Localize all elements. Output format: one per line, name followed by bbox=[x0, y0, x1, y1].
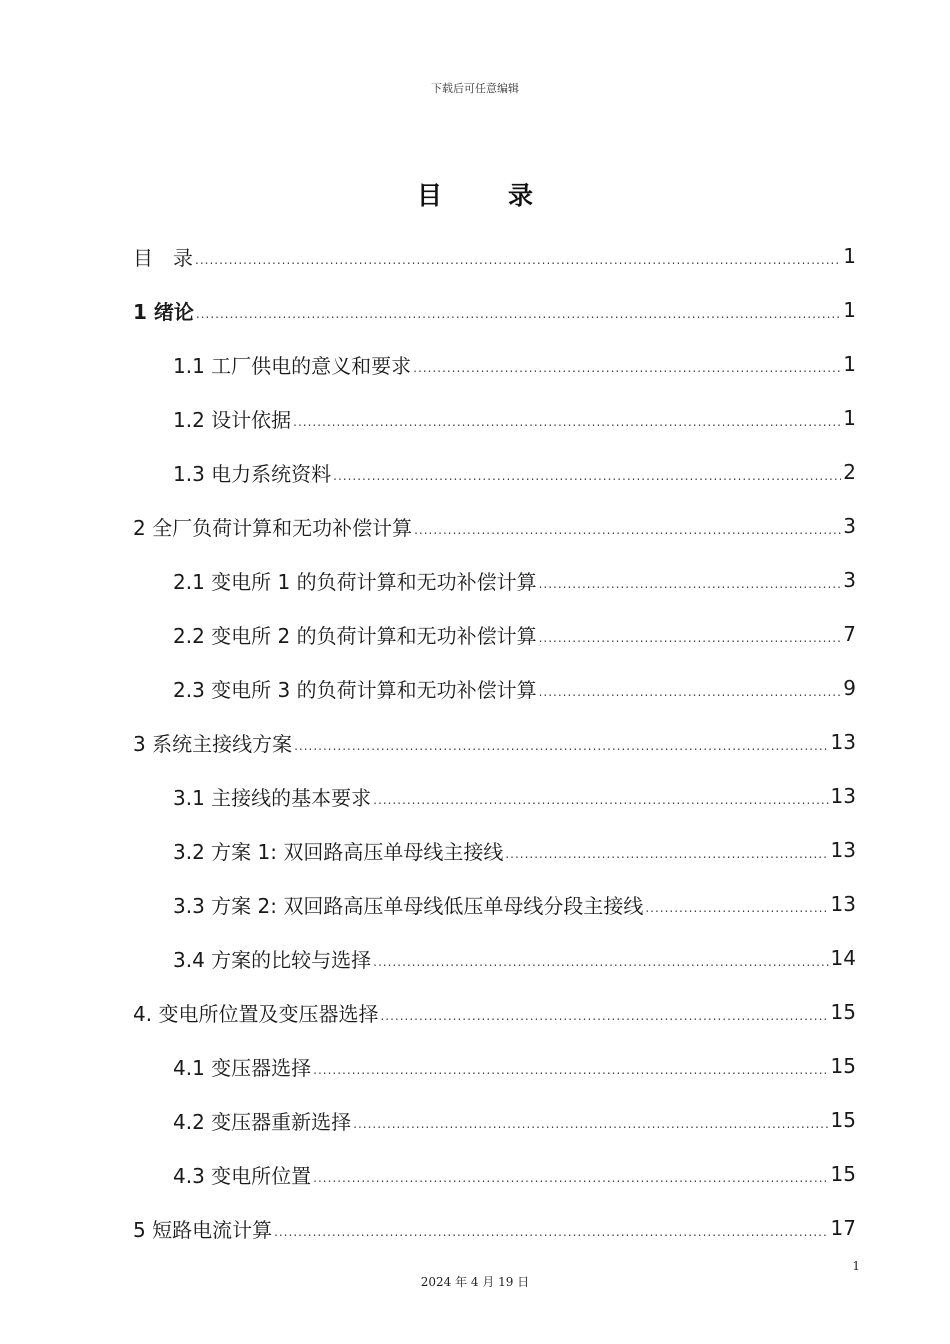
toc-entry-page: 13 bbox=[830, 838, 856, 862]
toc-entry[interactable] bbox=[133, 391, 856, 445]
toc-entry[interactable] bbox=[133, 877, 856, 931]
toc-entry-page: 17 bbox=[830, 1216, 856, 1240]
toc-entry-label: 5 短路电流计算 bbox=[133, 1217, 273, 1242]
toc-entry-label: 1.3 电力系统资料 bbox=[173, 461, 332, 486]
toc-entry[interactable] bbox=[133, 1039, 856, 1093]
toc-leader-dots bbox=[380, 1009, 828, 1023]
toc-leader-dots bbox=[333, 469, 841, 483]
toc-entry-label: 3.1 主接线的基本要求 bbox=[173, 785, 372, 810]
toc-entry[interactable] bbox=[133, 229, 856, 283]
toc-entry[interactable] bbox=[133, 715, 856, 769]
toc-leader-dots bbox=[539, 631, 842, 645]
toc-entry-label: 2.3 变电所 3 的负荷计算和无功补偿计算 bbox=[173, 677, 537, 702]
toc-entry-page: 15 bbox=[830, 1000, 856, 1024]
toc-entry[interactable] bbox=[133, 985, 856, 1039]
toc-leader-dots bbox=[195, 253, 841, 267]
toc-entry[interactable] bbox=[133, 1147, 856, 1201]
table-of-contents bbox=[133, 229, 856, 1255]
toc-entry[interactable] bbox=[133, 445, 856, 499]
toc-entry-label: 1.2 设计依据 bbox=[173, 407, 292, 432]
toc-entry-label: 1 绪论 bbox=[133, 299, 194, 324]
page-number: 1 bbox=[852, 1259, 860, 1273]
toc-entry-page: 13 bbox=[830, 784, 856, 808]
toc-entry-label: 4.2 变压器重新选择 bbox=[173, 1109, 352, 1134]
toc-entry[interactable] bbox=[133, 1093, 856, 1147]
toc-entry-label: 3 系统主接线方案 bbox=[133, 731, 293, 756]
toc-entry-label: 2.2 变电所 2 的负荷计算和无功补偿计算 bbox=[173, 623, 537, 648]
toc-leader-dots bbox=[196, 307, 841, 321]
toc-leader-dots bbox=[294, 739, 828, 753]
toc-leader-dots bbox=[413, 361, 841, 375]
toc-entry-label: 3.2 方案 1: 双回路高压单母线主接线 bbox=[173, 839, 504, 864]
toc-entry-label: 目 录 bbox=[133, 245, 193, 270]
toc-entry[interactable] bbox=[133, 823, 856, 877]
toc-entry-page: 1 bbox=[843, 406, 856, 430]
toc-entry[interactable] bbox=[133, 1201, 856, 1255]
toc-leader-dots bbox=[505, 847, 828, 861]
footer-date: 2024 年 4 月 19 日 bbox=[420, 1275, 530, 1289]
toc-entry[interactable] bbox=[133, 499, 856, 553]
toc-entry-label: 4.1 变压器选择 bbox=[173, 1055, 312, 1080]
toc-leader-dots bbox=[313, 1171, 828, 1185]
toc-entry-page: 1 bbox=[843, 352, 856, 376]
toc-entry-page: 15 bbox=[830, 1162, 856, 1186]
toc-leader-dots bbox=[539, 577, 842, 591]
toc-entry-page: 1 bbox=[843, 244, 856, 268]
toc-entry-label: 3.4 方案的比较与选择 bbox=[173, 947, 372, 972]
toc-entry-page: 15 bbox=[830, 1054, 856, 1078]
toc-entry-label: 1.1 工厂供电的意义和要求 bbox=[173, 353, 412, 378]
toc-leader-dots bbox=[373, 955, 828, 969]
toc-entry-page: 2 bbox=[843, 460, 856, 484]
header-note: 下载后可任意编辑 bbox=[431, 82, 519, 95]
toc-leader-dots bbox=[274, 1225, 828, 1239]
toc-entry-label: 2.1 变电所 1 的负荷计算和无功补偿计算 bbox=[173, 569, 537, 594]
toc-entry-page: 1 bbox=[843, 298, 856, 322]
toc-leader-dots bbox=[414, 523, 841, 537]
toc-entry[interactable] bbox=[133, 661, 856, 715]
toc-leader-dots bbox=[313, 1063, 828, 1077]
toc-entry-page: 3 bbox=[843, 514, 856, 538]
toc-leader-dots bbox=[293, 415, 841, 429]
toc-entry[interactable] bbox=[133, 337, 856, 391]
toc-entry-page: 13 bbox=[830, 730, 856, 754]
toc-title-second: 录 bbox=[508, 181, 534, 210]
toc-entry-label: 4. 变电所位置及变压器选择 bbox=[133, 1001, 379, 1026]
toc-entry[interactable] bbox=[133, 283, 856, 337]
toc-entry-page: 13 bbox=[830, 892, 856, 916]
toc-entry[interactable] bbox=[133, 769, 856, 823]
toc-leader-dots bbox=[373, 793, 828, 807]
toc-leader-dots bbox=[353, 1117, 828, 1131]
toc-entry[interactable] bbox=[133, 553, 856, 607]
toc-entry-page: 15 bbox=[830, 1108, 856, 1132]
toc-leader-dots bbox=[539, 685, 842, 699]
toc-leader-dots bbox=[645, 901, 828, 915]
toc-entry-label: 3.3 方案 2: 双回路高压单母线低压单母线分段主接线 bbox=[173, 893, 644, 918]
toc-entry-label: 4.3 变电所位置 bbox=[173, 1163, 312, 1188]
toc-entry-page: 9 bbox=[843, 676, 856, 700]
toc-entry-page: 14 bbox=[830, 946, 856, 970]
toc-entry[interactable] bbox=[133, 607, 856, 661]
toc-title-first: 目 bbox=[416, 181, 442, 210]
toc-title bbox=[0, 176, 950, 212]
toc-entry-label: 2 全厂负荷计算和无功补偿计算 bbox=[133, 515, 413, 540]
toc-entry[interactable] bbox=[133, 931, 856, 985]
toc-entry-page: 3 bbox=[843, 568, 856, 592]
toc-entry-page: 7 bbox=[843, 622, 856, 646]
